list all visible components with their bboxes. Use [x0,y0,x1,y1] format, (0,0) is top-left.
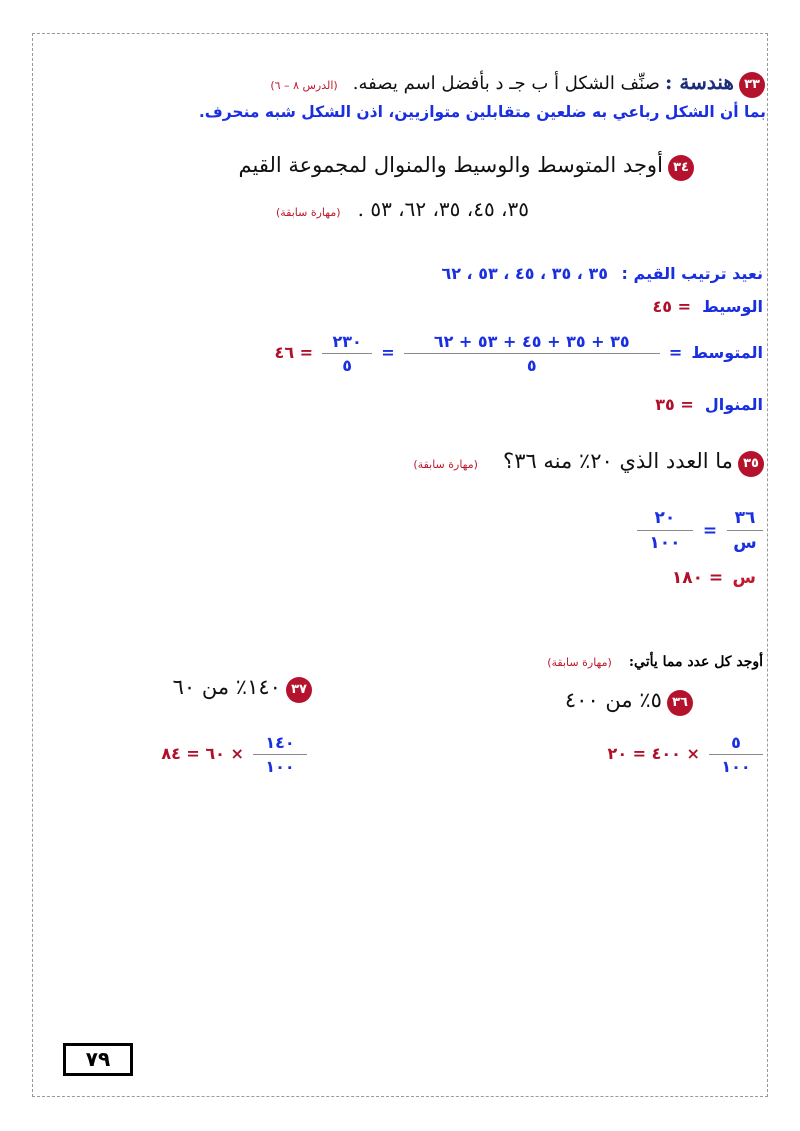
mean-fraction-1 [404,332,660,375]
question-text: ما العدد الذي ٢٠٪ منه ٣٦؟ [503,449,733,473]
fraction-denominator: ١٠٠ [637,530,693,553]
question-36-solution [608,733,763,776]
proportion-equation [637,508,763,553]
question-text: أوجد المتوسط والوسيط والمنوال لمجموعة القيم [238,153,663,177]
solution-rest: × ٤٠٠ = ٢٠ [607,744,700,763]
fraction-denominator: ٥ [404,353,660,375]
fraction-numerator: ٣٥ + ٣٥ + ٤٥ + ٥٣ + ٦٢ [433,332,630,351]
skill-reference: (مهارة سابقة) [413,458,478,471]
result-variable: س [732,568,756,588]
question-37-solution [161,733,307,776]
topic-label: هندسة : [665,70,734,94]
equals-sign: = [381,343,395,362]
median-label: الوسيط [702,297,763,316]
question-text: صنِّف الشكل أ ب جـ د بأفضل اسم يصفه. [352,73,660,94]
fraction-denominator: س [727,530,763,553]
fraction-numerator: ٥ [731,733,741,752]
question-number-badge: ٣٧ [286,677,312,703]
question-34 [239,153,694,181]
page-number-box: ٧٩ [63,1043,133,1076]
lesson-reference: (الدرس ٨ – ٦) [270,79,338,92]
mean-fraction-2 [322,332,372,375]
mean-result: = ٤٦ [274,343,314,362]
proportion-result [672,568,756,588]
fraction-numerator: ٢٠ [654,508,676,528]
order-line [441,264,763,283]
order-values: ٣٥ ، ٣٥ ، ٤٥ ، ٥٣ ، ٦٢ [441,264,608,283]
question-number-badge: ٣٥ [738,451,764,477]
question-37 [173,675,312,703]
mode-line [655,395,763,414]
fraction-numerator: ٢٣٠ [332,332,362,351]
value-set: ٣٥، ٤٥، ٣٥، ٦٢، ٥٣ . [357,197,529,221]
question-35 [413,449,764,477]
percent-fraction [709,733,763,776]
answer-text: بما أن الشكل رباعي به ضلعين متقابلين متوازيين، اذن الشكل شبه منحرف. [198,103,766,121]
fraction-denominator: ٥ [322,353,372,375]
percent-fraction [253,733,307,776]
equals-sign: = [668,343,683,362]
question-number-badge: ٣٤ [668,155,694,181]
question-number-badge: ٣٣ [739,72,765,98]
question-33 [270,70,765,98]
question-number-badge: ٣٦ [667,690,693,716]
fraction-numerator: ١٤٠ [265,733,295,752]
section-heading: أوجد كل عدد مما يأتي: [628,654,763,670]
skill-reference: (مهارة سابقة) [547,656,612,669]
question-36 [565,688,693,716]
page-frame [32,33,768,1097]
question-text: ١٤٠٪ من ٦٠ [172,675,281,699]
section-heading-line [547,651,763,670]
order-label: نعيد ترتيب القيم : [621,264,763,283]
fraction-denominator: ١٠٠ [253,754,307,776]
mode-value: = ٣٥ [655,395,694,414]
proportion-fraction-1 [727,508,763,553]
median-value: = ٤٥ [652,297,691,316]
mean-label: المتوسط [691,343,763,362]
fraction-numerator: ٣٦ [734,508,756,528]
skill-reference: (مهارة سابقة) [275,206,341,219]
solution-rest: × ٦٠ = ٨٤ [161,744,244,763]
proportion-fraction-2 [637,508,693,553]
fraction-denominator: ١٠٠ [709,754,763,776]
result-value: = ١٨٠ [671,568,724,588]
median-line [652,297,763,316]
question-text: ٥٪ من ٤٠٠ [564,688,662,712]
equals-sign: = [702,520,718,541]
mean-line [275,332,763,375]
question-values-line [276,197,529,221]
mode-label: المنوال [704,395,763,414]
